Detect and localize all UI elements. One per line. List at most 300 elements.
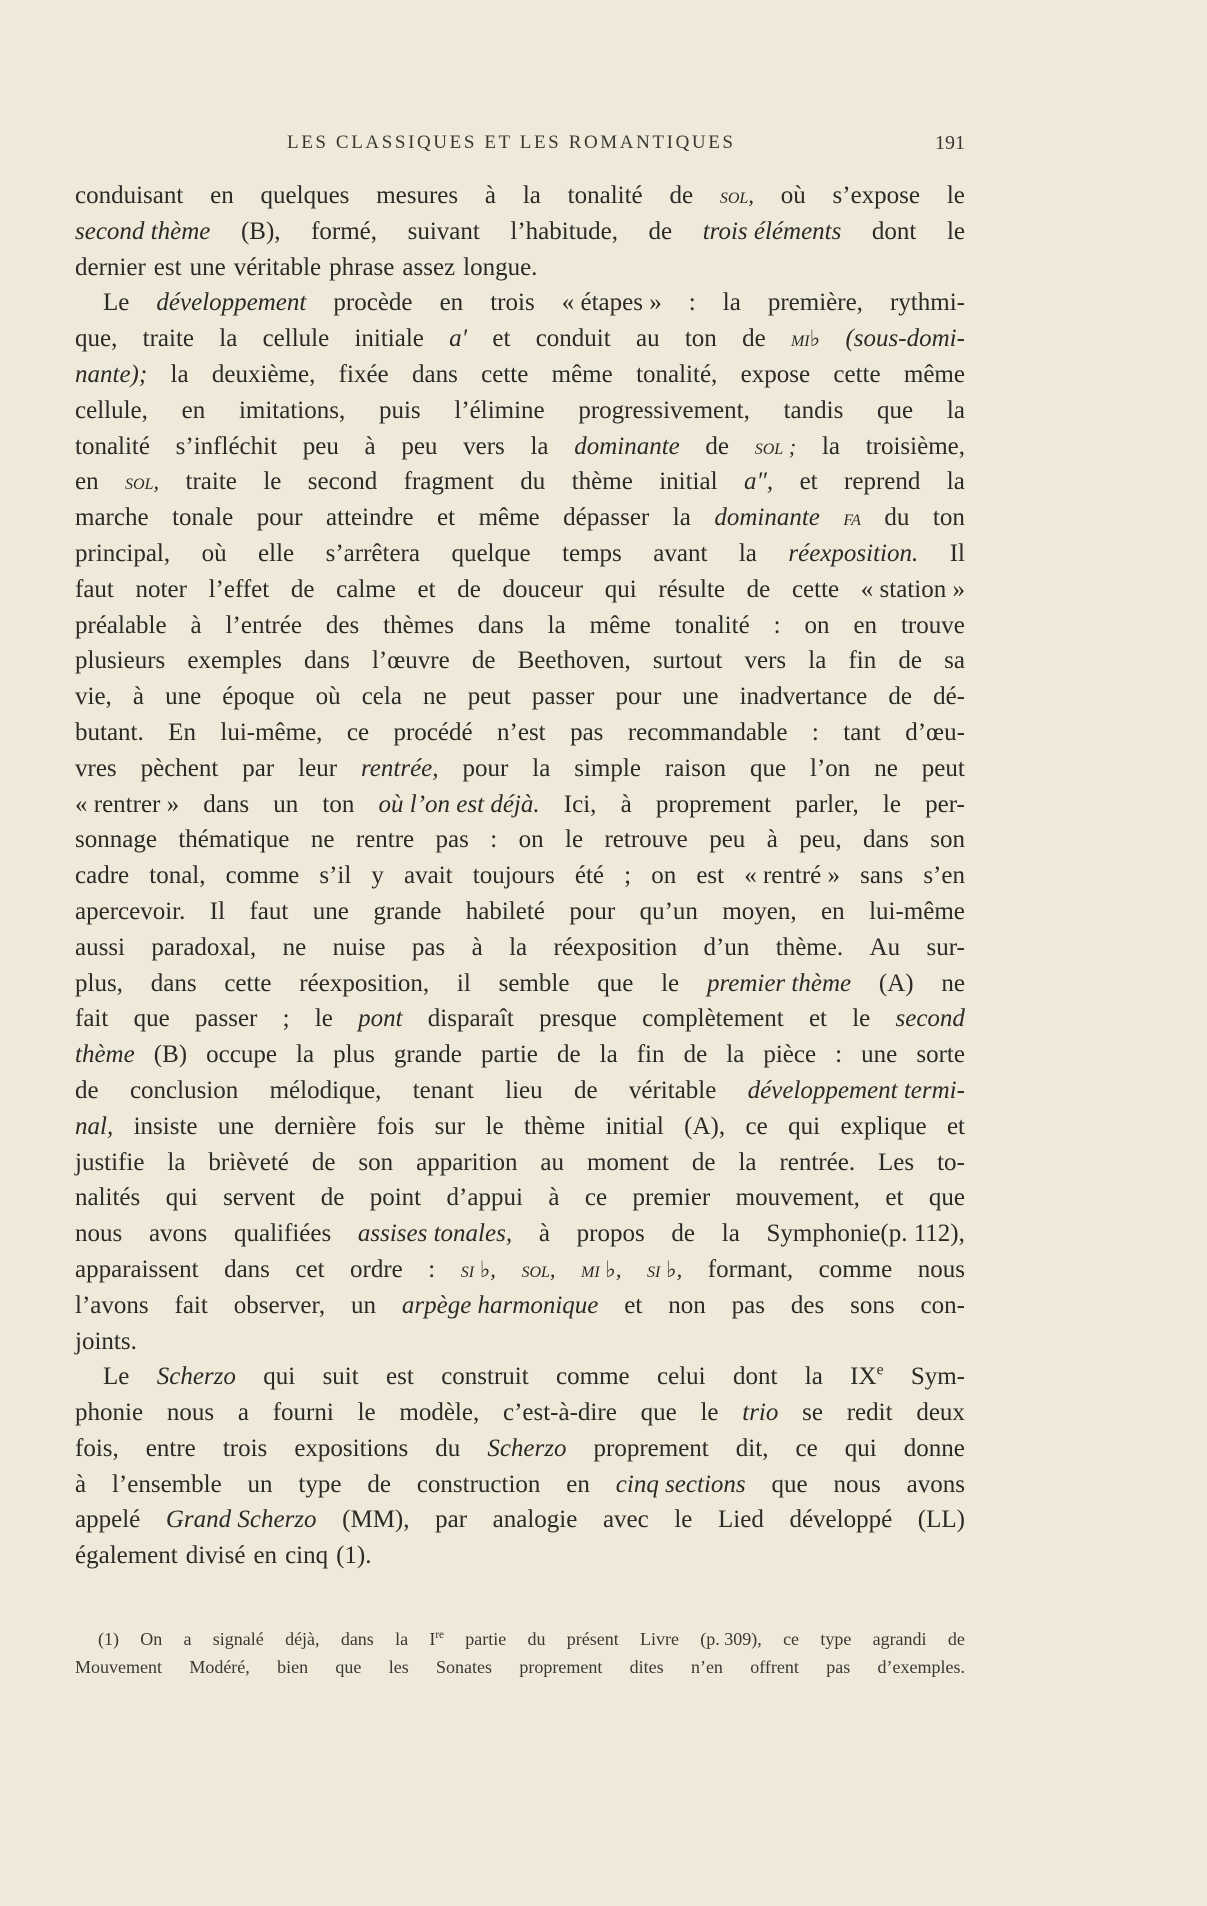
text-word: analogie bbox=[492, 1506, 578, 1534]
text-word: (MM), bbox=[342, 1506, 410, 1534]
text-word: vres bbox=[75, 754, 117, 782]
text-word: la bbox=[509, 933, 528, 961]
text-word: comme bbox=[225, 862, 300, 890]
text-word: on bbox=[651, 862, 677, 890]
text-word: est bbox=[386, 1363, 414, 1391]
text-word: la bbox=[946, 468, 965, 496]
text-line bbox=[75, 715, 965, 751]
text-word: (A), bbox=[684, 1112, 726, 1140]
text-word: du bbox=[520, 468, 546, 496]
page-number: 191 bbox=[935, 132, 965, 154]
text-word: plus, bbox=[75, 969, 123, 997]
text-word: et bbox=[492, 325, 511, 353]
text-word: la bbox=[808, 647, 827, 675]
text-word: comme bbox=[818, 1255, 893, 1283]
text-word: en bbox=[853, 611, 878, 639]
text-word: qui bbox=[604, 575, 637, 603]
text-word: temps bbox=[562, 539, 622, 567]
text-word: moyen, bbox=[722, 897, 797, 925]
text-word: Scherzo bbox=[156, 1363, 236, 1391]
text-word: la bbox=[726, 1041, 745, 1069]
text-word: réexposition bbox=[553, 933, 678, 961]
text-word: quelque bbox=[451, 539, 531, 567]
text-word: le bbox=[565, 826, 584, 854]
text-word: (1). bbox=[336, 1542, 372, 1570]
text-word: douceur bbox=[502, 575, 584, 603]
text-word: réexposition, bbox=[299, 969, 430, 997]
text-word: on bbox=[804, 611, 830, 639]
text-line bbox=[75, 822, 965, 858]
text-line bbox=[75, 1252, 965, 1288]
text-word: la bbox=[722, 289, 741, 317]
text-word: dans bbox=[203, 790, 250, 818]
text-word: point bbox=[369, 1184, 422, 1212]
text-word: dans bbox=[477, 611, 524, 639]
text-word: (LL) bbox=[917, 1506, 965, 1534]
text-word: qui bbox=[263, 1363, 296, 1391]
text-word: toujours bbox=[472, 862, 555, 890]
text-word: peu bbox=[709, 826, 746, 854]
text-word: : bbox=[773, 611, 781, 639]
text-word: mi ♭, bbox=[581, 1256, 622, 1282]
text-word: son bbox=[358, 1148, 394, 1176]
text-word: la bbox=[946, 396, 965, 424]
text-word: vers bbox=[744, 647, 787, 675]
text-word: même bbox=[478, 504, 540, 532]
text-word: une bbox=[682, 683, 719, 711]
text-word: de bbox=[320, 1184, 345, 1212]
text-word: développement termi- bbox=[747, 1076, 965, 1104]
text-word: cette bbox=[481, 360, 529, 388]
text-word: véritable bbox=[233, 253, 322, 281]
text-word: mouvement, bbox=[735, 1184, 860, 1212]
text-word: rythmi- bbox=[889, 289, 965, 317]
text-word: dit, bbox=[735, 1434, 769, 1462]
text-word: peu bbox=[401, 432, 438, 460]
text-word: la bbox=[296, 1041, 315, 1069]
text-word: explique bbox=[840, 1112, 927, 1140]
text-word: également bbox=[75, 1542, 178, 1570]
text-word: passer bbox=[194, 1005, 258, 1033]
text-word: l’effet bbox=[208, 575, 270, 603]
text-word: moment bbox=[586, 1148, 669, 1176]
text-word: a bbox=[183, 1629, 192, 1649]
text-word: : bbox=[811, 718, 819, 746]
text-word: grande bbox=[373, 897, 442, 925]
text-word: une bbox=[165, 683, 202, 711]
text-word: époque bbox=[222, 683, 295, 711]
text-word: ce bbox=[795, 1434, 818, 1462]
text-word: : bbox=[490, 826, 498, 854]
text-word: un bbox=[350, 1291, 376, 1319]
text-word: ordre bbox=[350, 1255, 403, 1283]
text-word: troisième, bbox=[865, 432, 965, 460]
text-word: mesures bbox=[376, 182, 459, 209]
text-line bbox=[75, 572, 965, 608]
text-word: la bbox=[170, 360, 189, 388]
text-word: « rentré » bbox=[744, 862, 841, 890]
text-word: per- bbox=[925, 790, 965, 818]
text-word: du bbox=[884, 504, 910, 532]
text-word: parler, bbox=[795, 790, 859, 818]
text-word: avait bbox=[404, 862, 453, 890]
text-word: de bbox=[556, 1041, 581, 1069]
text-word: et bbox=[417, 575, 436, 603]
text-word: redit bbox=[846, 1399, 893, 1427]
text-word: trouve bbox=[900, 611, 965, 639]
text-word: initial bbox=[605, 1112, 664, 1140]
text-word: ton bbox=[932, 504, 965, 532]
text-word: l’on bbox=[810, 754, 851, 782]
text-word: mi♭ bbox=[790, 326, 821, 352]
text-word: fin bbox=[636, 1041, 665, 1069]
text-word: (p. 309), bbox=[700, 1629, 762, 1649]
text-word: avons bbox=[906, 1470, 965, 1498]
text-line bbox=[75, 1324, 965, 1360]
text-word: a″, bbox=[743, 468, 774, 496]
text-word: type bbox=[820, 1629, 852, 1649]
text-line bbox=[75, 321, 965, 357]
text-word: second bbox=[307, 468, 378, 496]
text-word: justifie bbox=[75, 1148, 145, 1176]
text-word: construit bbox=[441, 1363, 529, 1391]
text-word: : bbox=[835, 1041, 843, 1069]
text-word: pour bbox=[256, 504, 303, 532]
text-word: second thème bbox=[75, 217, 211, 245]
text-word: suit bbox=[322, 1363, 359, 1391]
text-word: de bbox=[471, 647, 496, 675]
text-word: nous bbox=[917, 1255, 965, 1283]
text-word: nalités bbox=[75, 1184, 141, 1212]
text-word: de bbox=[705, 432, 730, 460]
text-word: semble bbox=[498, 969, 570, 997]
text-line bbox=[75, 1288, 965, 1324]
text-word: cellule bbox=[262, 325, 330, 353]
text-word: de bbox=[573, 1076, 598, 1104]
text-word: le bbox=[674, 1506, 693, 1534]
text-line bbox=[75, 1431, 965, 1467]
text-line bbox=[75, 1180, 965, 1216]
text-word: dites bbox=[629, 1657, 664, 1677]
text-word: à bbox=[364, 432, 376, 460]
text-line bbox=[75, 1467, 965, 1503]
text-word: et bbox=[808, 1005, 827, 1033]
text-word: développé bbox=[789, 1506, 893, 1534]
text-word: pont bbox=[358, 1005, 403, 1033]
text-word: une bbox=[861, 1041, 898, 1069]
text-word: que bbox=[749, 754, 787, 782]
text-word: principal, bbox=[75, 539, 171, 567]
text-word: en bbox=[821, 897, 845, 925]
text-word: nuise bbox=[332, 933, 386, 961]
text-line bbox=[75, 1216, 965, 1252]
text-word: Sonates bbox=[436, 1657, 493, 1677]
text-word: dominante bbox=[574, 432, 680, 460]
text-word: pas bbox=[826, 1657, 851, 1677]
text-line bbox=[75, 1001, 965, 1037]
text-word: de bbox=[683, 1041, 708, 1069]
text-word: dans bbox=[411, 360, 458, 388]
text-word: thèmes bbox=[383, 611, 454, 639]
text-word: construction bbox=[416, 1470, 541, 1498]
text-word: aussi bbox=[75, 933, 125, 961]
text-word: (B) bbox=[153, 1041, 188, 1069]
text-word: d’exemples. bbox=[877, 1657, 965, 1677]
text-word: tant bbox=[843, 718, 881, 746]
text-word: grande bbox=[393, 1041, 462, 1069]
text-word: Livre bbox=[640, 1629, 680, 1649]
text-line bbox=[75, 930, 965, 966]
text-word: sol ; bbox=[754, 433, 797, 459]
text-word: thématique bbox=[178, 826, 290, 854]
text-word: il bbox=[456, 969, 471, 997]
text-word: le bbox=[882, 790, 901, 818]
text-word: habileté bbox=[465, 897, 545, 925]
text-word: formant, bbox=[707, 1255, 794, 1283]
text-word: calme bbox=[336, 575, 396, 603]
text-word: proprement bbox=[655, 790, 772, 818]
text-word: de bbox=[671, 1220, 696, 1248]
text-word: sa bbox=[944, 647, 965, 675]
text-word: trois bbox=[490, 289, 535, 317]
text-word: dé- bbox=[933, 683, 965, 711]
text-word: ton bbox=[684, 325, 717, 353]
text-word: de bbox=[311, 1148, 336, 1176]
text-word: par bbox=[435, 1506, 468, 1534]
text-word: Il bbox=[209, 897, 226, 925]
text-word: en bbox=[210, 182, 234, 209]
text-word: en bbox=[253, 1542, 278, 1570]
text-word: où bbox=[780, 182, 806, 209]
text-word: que bbox=[597, 969, 634, 997]
footnote-line bbox=[75, 1625, 965, 1653]
text-word: peut bbox=[467, 683, 511, 711]
text-word: peu, bbox=[799, 826, 842, 854]
text-word: pour bbox=[569, 897, 616, 925]
text-word: celui bbox=[657, 1363, 706, 1391]
text-word: thème. bbox=[775, 933, 844, 961]
text-word: Ici, bbox=[563, 790, 597, 818]
text-word: la bbox=[804, 1363, 823, 1391]
text-word: les bbox=[388, 1657, 409, 1677]
text-word: première, bbox=[767, 289, 863, 317]
text-word: s’en bbox=[923, 862, 965, 890]
text-word: Grand Scherzo bbox=[165, 1506, 317, 1534]
text-word: le bbox=[263, 468, 282, 496]
text-word: conduit bbox=[535, 325, 611, 353]
text-word: e bbox=[876, 1361, 884, 1379]
text-word: si ♭, bbox=[647, 1256, 683, 1282]
text-word: sol, bbox=[125, 469, 160, 495]
text-word: thème bbox=[523, 1112, 586, 1140]
text-word: la bbox=[530, 432, 549, 460]
text-word: Scherzo bbox=[487, 1434, 567, 1462]
text-word: passer bbox=[531, 683, 595, 711]
footnote bbox=[75, 1625, 965, 1681]
text-word: atteindre bbox=[326, 504, 414, 532]
text-word: cadre bbox=[75, 862, 130, 890]
text-word: la bbox=[821, 432, 841, 460]
text-word: le bbox=[314, 1005, 333, 1033]
text-word: n’est bbox=[497, 718, 546, 746]
text-word: au bbox=[635, 325, 660, 353]
text-word: que bbox=[771, 1470, 808, 1498]
text-word: et bbox=[946, 1112, 965, 1140]
text-word: se bbox=[802, 1399, 823, 1427]
text-word: exemples bbox=[187, 647, 282, 675]
text-word: suivant bbox=[407, 217, 480, 245]
text-word: fait bbox=[174, 1291, 208, 1319]
text-word: dernier bbox=[75, 253, 146, 281]
text-word: même bbox=[589, 611, 651, 639]
text-word: apparition bbox=[416, 1148, 518, 1176]
text-word: Modéré, bbox=[189, 1657, 250, 1677]
text-word: cette bbox=[833, 360, 881, 388]
text-word: l’œuvre bbox=[371, 647, 450, 675]
text-word: proprement bbox=[519, 1657, 603, 1677]
text-word: avons bbox=[148, 1220, 208, 1248]
text-word: s’infléchit bbox=[175, 432, 278, 460]
text-word: que bbox=[133, 1005, 170, 1033]
text-word: et bbox=[799, 468, 818, 496]
text-word: Symphonie(p. 112), bbox=[766, 1220, 965, 1248]
text-word: ; bbox=[624, 862, 632, 890]
text-word: trois bbox=[222, 1434, 268, 1462]
text-word: sur- bbox=[926, 933, 965, 961]
text-word: ; bbox=[282, 1005, 290, 1033]
text-word: l’avons bbox=[75, 1291, 149, 1319]
text-word: où bbox=[201, 539, 227, 567]
text-line bbox=[75, 1073, 965, 1109]
text-line bbox=[75, 608, 965, 644]
text-word: mélodique, bbox=[269, 1076, 382, 1104]
text-line bbox=[75, 751, 965, 787]
text-word: imitations, bbox=[238, 396, 346, 424]
text-word: la bbox=[738, 1148, 757, 1176]
footnote-line bbox=[75, 1653, 965, 1681]
text-word: à bbox=[190, 611, 202, 639]
text-word: assises tonales, bbox=[357, 1220, 513, 1248]
text-line bbox=[75, 357, 965, 393]
text-word: apparaissent bbox=[75, 1255, 199, 1283]
text-word: y bbox=[371, 862, 384, 890]
text-word: dans bbox=[862, 826, 909, 854]
text-word: donne bbox=[903, 1434, 965, 1462]
text-word: puis bbox=[378, 396, 421, 424]
text-word: le bbox=[700, 1399, 719, 1427]
text-word: thème bbox=[75, 1041, 135, 1069]
text-word: de bbox=[290, 575, 315, 603]
text-word: Mouvement bbox=[75, 1657, 162, 1677]
text-word: qui bbox=[788, 1112, 821, 1140]
text-line bbox=[75, 429, 965, 465]
text-word: traite bbox=[142, 325, 194, 353]
text-word: agrandi bbox=[872, 1629, 927, 1649]
text-word: con- bbox=[920, 1291, 965, 1319]
text-word: dominante bbox=[714, 504, 820, 532]
text-word: paradoxal, bbox=[151, 933, 257, 961]
text-word: nous bbox=[833, 1470, 881, 1498]
text-line bbox=[75, 250, 965, 286]
text-word: Il bbox=[949, 539, 965, 567]
text-word: leur bbox=[298, 754, 338, 782]
text-word: rentrée. bbox=[779, 1148, 856, 1176]
text-word: insiste bbox=[133, 1112, 198, 1140]
text-word: à bbox=[75, 1470, 87, 1498]
text-word: progressivement, bbox=[578, 396, 750, 424]
text-word: : bbox=[428, 1255, 436, 1283]
text-word: tandis bbox=[783, 396, 844, 424]
text-word: quelques bbox=[260, 182, 350, 209]
text-word: thème bbox=[571, 468, 633, 496]
text-word: type bbox=[298, 1470, 342, 1498]
text-word: ne bbox=[874, 754, 898, 782]
text-word: Le bbox=[103, 1363, 130, 1391]
text-word: initial bbox=[659, 468, 718, 496]
text-word: vers bbox=[463, 432, 505, 460]
text-word: conduisant bbox=[75, 182, 184, 209]
text-word: préalable bbox=[75, 611, 167, 639]
text-word: dans bbox=[303, 647, 350, 675]
text-word: et bbox=[624, 1291, 643, 1319]
text-word: si ♭, bbox=[460, 1256, 496, 1282]
text-word: que bbox=[928, 1184, 965, 1212]
text-word: non bbox=[668, 1291, 706, 1319]
text-word: qui bbox=[165, 1184, 198, 1212]
text-word: dans bbox=[224, 1255, 270, 1283]
text-word: tenant bbox=[412, 1076, 474, 1104]
text-word: d’appui bbox=[446, 1184, 523, 1212]
text-word: joints. bbox=[75, 1327, 137, 1355]
text-word: : bbox=[688, 289, 696, 317]
text-word: le bbox=[357, 1399, 376, 1427]
text-word: deuxième, bbox=[211, 360, 316, 388]
text-word: En bbox=[168, 718, 196, 746]
text-word: une bbox=[217, 1112, 254, 1140]
text-word: à bbox=[548, 1184, 560, 1212]
text-word: sol, bbox=[521, 1256, 556, 1282]
text-line bbox=[75, 966, 965, 1002]
text-word: la bbox=[522, 182, 541, 209]
text-word: ne bbox=[423, 683, 447, 711]
text-word: nous bbox=[75, 1220, 123, 1248]
text-word: sol, bbox=[719, 183, 754, 208]
text-word: c’est-à-dire bbox=[502, 1399, 617, 1427]
text-word: pour bbox=[615, 683, 662, 711]
text-word: simple bbox=[574, 754, 641, 782]
text-word: de bbox=[75, 1076, 99, 1104]
text-word: nante); bbox=[75, 360, 148, 388]
text-word: on bbox=[518, 826, 544, 854]
text-word: appelé bbox=[75, 1506, 141, 1534]
text-word: divisé bbox=[185, 1542, 246, 1570]
text-word: fragment bbox=[403, 468, 494, 496]
text-line bbox=[75, 894, 965, 930]
text-word: l’élimine bbox=[454, 396, 545, 424]
text-word: résulte bbox=[658, 575, 725, 603]
text-word: raison bbox=[664, 754, 726, 782]
text-word: lui-même bbox=[869, 897, 965, 925]
text-word: ce bbox=[745, 1112, 768, 1140]
text-word: de bbox=[457, 575, 481, 603]
text-word: « station » bbox=[860, 575, 965, 603]
text-word: bien bbox=[277, 1657, 309, 1677]
text-word: fin bbox=[848, 647, 877, 675]
text-word: Beethoven, bbox=[517, 647, 631, 675]
text-word: que bbox=[640, 1399, 677, 1427]
text-word: la bbox=[672, 504, 691, 532]
text-word: qualifiées bbox=[234, 1220, 332, 1248]
